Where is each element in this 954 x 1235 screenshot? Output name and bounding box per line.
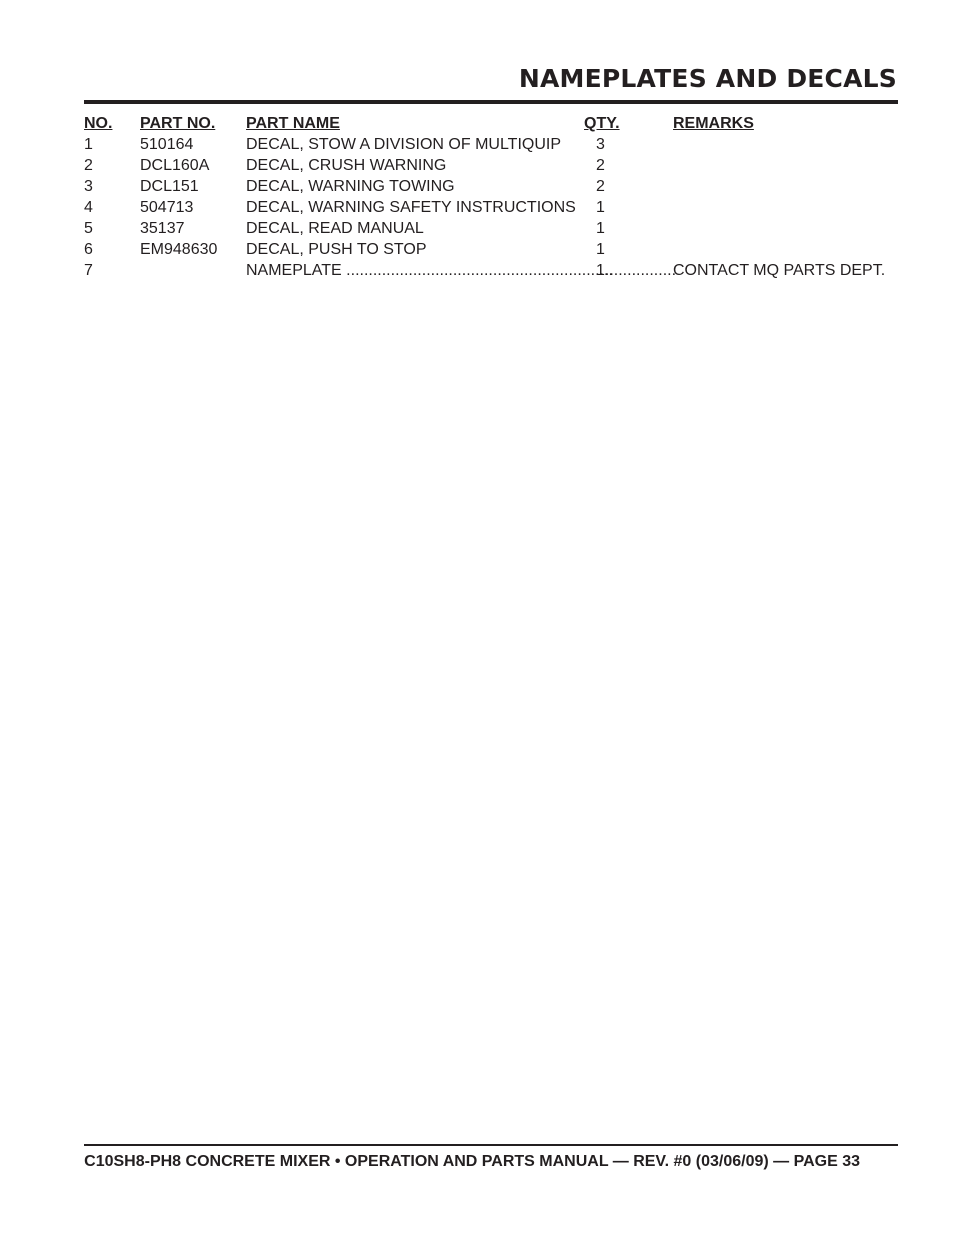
row-part-no: 510164 xyxy=(140,136,194,153)
row-part-no: DCL160A xyxy=(140,157,210,174)
row-part-name: DECAL, STOW A DIVISION OF MULTIQUIP xyxy=(246,136,562,153)
header-part-name: PART NAME xyxy=(246,115,340,132)
row-part-name: DECAL, WARNING TOWING xyxy=(246,178,455,195)
row-part-name: DECAL, PUSH TO STOP xyxy=(246,241,427,258)
row-part-no: EM948630 xyxy=(140,241,218,258)
row-qty: 1 xyxy=(596,220,605,237)
row-qty: 1................ xyxy=(596,262,677,279)
table-row xyxy=(84,260,898,281)
row-qty: 3 xyxy=(596,136,605,153)
row-no: 5 xyxy=(84,220,93,237)
header-part-no: PART NO. xyxy=(140,115,216,132)
row-no: 6 xyxy=(84,241,93,258)
row-no: 4 xyxy=(84,199,93,216)
row-no: 3 xyxy=(84,178,93,195)
table-row xyxy=(84,239,898,260)
row-qty: 1 xyxy=(596,241,605,258)
page-title: NAMEPLATES AND DECALS xyxy=(518,64,897,93)
row-part-name: DECAL, CRUSH WARNING xyxy=(246,157,447,174)
table-row xyxy=(84,176,898,197)
row-part-name: DECAL, WARNING SAFETY INSTRUCTIONS xyxy=(246,199,576,216)
parts-table xyxy=(84,113,898,281)
table-header xyxy=(84,113,898,134)
table-row xyxy=(84,197,898,218)
row-qty: 2 xyxy=(596,178,605,195)
row-no: 2 xyxy=(84,157,93,174)
header-no: NO. xyxy=(84,115,113,132)
header-remarks: REMARKS xyxy=(673,115,754,132)
row-remarks: CONTACT MQ PARTS DEPT. xyxy=(673,262,886,279)
footer-rule xyxy=(84,1144,898,1146)
title-rule xyxy=(84,100,898,104)
row-no: 7 xyxy=(84,262,93,279)
table-row xyxy=(84,218,898,239)
row-part-no: DCL151 xyxy=(140,178,199,195)
row-part-no: 35137 xyxy=(140,220,185,237)
row-qty: 2 xyxy=(596,157,605,174)
row-part-name: NAMEPLATE ............................................................ xyxy=(246,262,613,279)
page-footer: C10SH8-PH8 CONCRETE MIXER • OPERATION AND PARTS MANUAL — REV. #0 (03/06/09) — PAGE 33 xyxy=(84,1153,860,1170)
row-part-name: DECAL, READ MANUAL xyxy=(246,220,424,237)
table-row xyxy=(84,134,898,155)
row-part-no: 504713 xyxy=(140,199,194,216)
row-no: 1 xyxy=(84,136,93,153)
table-row xyxy=(84,155,898,176)
row-qty: 1 xyxy=(596,199,605,216)
header-qty: QTY. xyxy=(584,115,620,132)
